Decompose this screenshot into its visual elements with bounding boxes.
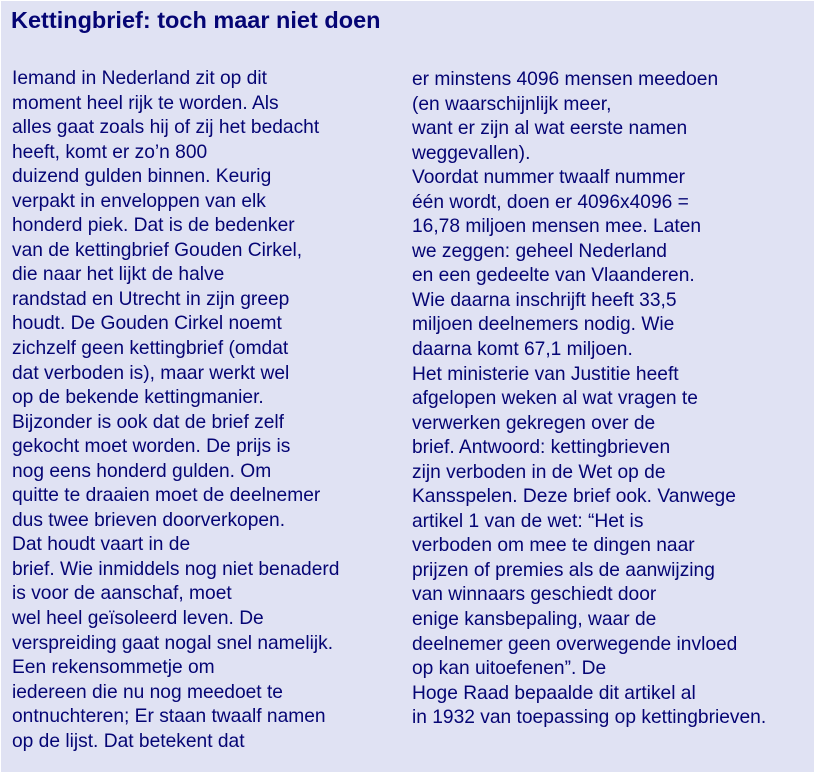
text-line: Kansspelen. Deze brief ook. Vanwege — [412, 486, 736, 508]
text-line: afgelopen weken al wat vragen te — [412, 388, 698, 410]
text-line: verpakt in enveloppen van elk — [12, 190, 266, 212]
text-line: dus twee brieven doorverkopen. — [12, 509, 286, 531]
text-line: want er zijn al wat eerste namen — [412, 118, 688, 140]
text-line: Bijzonder is ook dat de brief zelf — [12, 411, 284, 433]
text-line: enige kansbepaling, waar de — [412, 609, 657, 631]
text-line: (en waarschijnlijk meer, — [412, 93, 612, 115]
text-line: Het ministerie van Justitie heeft — [412, 363, 679, 385]
text-line: van de kettingbrief Gouden Cirkel, — [12, 239, 303, 261]
article-column-left — [12, 67, 397, 754]
text-line: miljoen deelnemers nodig. Wie — [412, 314, 675, 336]
text-line: heeft, komt er zo’n 800 — [12, 141, 208, 163]
text-line: randstad en Utrecht in zijn greep — [12, 288, 290, 310]
text-line: houdt. De Gouden Cirkel noemt — [12, 313, 282, 335]
text-line: en een gedeelte van Vlaanderen. — [412, 265, 695, 287]
text-line: nog eens honderd gulden. Om — [12, 460, 272, 482]
text-line: één wordt, doen er 4096x4096 = — [412, 191, 689, 213]
text-line: Dat houdt vaart in de — [12, 534, 191, 556]
text-line: zichzelf geen kettingbrief (omdat — [12, 338, 289, 360]
text-line: deelnemer geen overwegende invloed — [412, 633, 738, 655]
text-line: iedereen die nu nog meedoet te — [12, 681, 283, 703]
text-line: verspreiding gaat nogal snel namelijk. — [12, 632, 334, 654]
text-line: ontnuchteren; Er staan twaalf namen — [12, 706, 326, 728]
text-line: in 1932 van toepassing op kettingbrieven. — [412, 707, 767, 729]
text-line: brief. Antwoord: kettingbrieven — [412, 437, 671, 459]
article-column-right — [412, 68, 812, 731]
text-line: Hoge Raad bepaalde dit artikel al — [412, 682, 696, 704]
text-line: Wie daarna inschrijft heeft 33,5 — [412, 289, 677, 311]
text-line: verwerken gekregen over de — [412, 412, 656, 434]
text-line: artikel 1 van de wet: “Het is — [412, 510, 644, 532]
text-line: Voordat nummer twaalf nummer — [412, 167, 685, 189]
text-line: quitte te draaien moet de deelnemer — [12, 485, 321, 507]
text-line: wel heel geïsoleerd leven. De — [12, 608, 264, 630]
text-line: van winnaars geschiedt door — [412, 584, 657, 606]
text-line: we zeggen: geheel Nederland — [412, 240, 667, 262]
text-line: honderd piek. Dat is de bedenker — [12, 215, 295, 237]
text-line: op kan uitoefenen”. De — [412, 658, 607, 680]
text-line: op de lijst. Dat betekent dat — [12, 730, 245, 752]
text-line: moment heel rijk te worden. Als — [12, 92, 279, 114]
text-line: is voor de aanschaf, moet — [12, 583, 232, 605]
text-line: die naar het lijkt de halve — [12, 264, 225, 286]
text-line: gekocht moet worden. De prijs is — [12, 436, 291, 458]
text-line: op de bekende kettingmanier. — [12, 387, 264, 409]
text-line: Iemand in Nederland zit op dit — [12, 68, 267, 89]
text-line: prijzen of premies als de aanwijzing — [412, 559, 715, 581]
text-line: 16,78 miljoen mensen mee. Laten — [412, 216, 702, 238]
text-line: weggevallen). — [412, 142, 531, 164]
text-line: daarna komt 67,1 miljoen. — [412, 339, 633, 361]
text-line: brief. Wie inmiddels nog niet benaderd — [12, 558, 340, 580]
text-line: zijn verboden in de Wet op de — [412, 461, 666, 483]
article-title: Kettingbrief: toch maar niet doen — [11, 7, 381, 33]
text-line: duizend gulden binnen. Keurig — [12, 166, 272, 188]
text-line: alles gaat zoals hij of zij het bedacht — [12, 117, 320, 139]
text-line: dat verboden is), maar werkt wel — [12, 362, 290, 384]
text-line: Een rekensommetje om — [12, 657, 215, 679]
text-line: er minstens 4096 mensen meedoen — [412, 69, 719, 90]
text-line: verboden om mee te dingen naar — [412, 535, 695, 557]
